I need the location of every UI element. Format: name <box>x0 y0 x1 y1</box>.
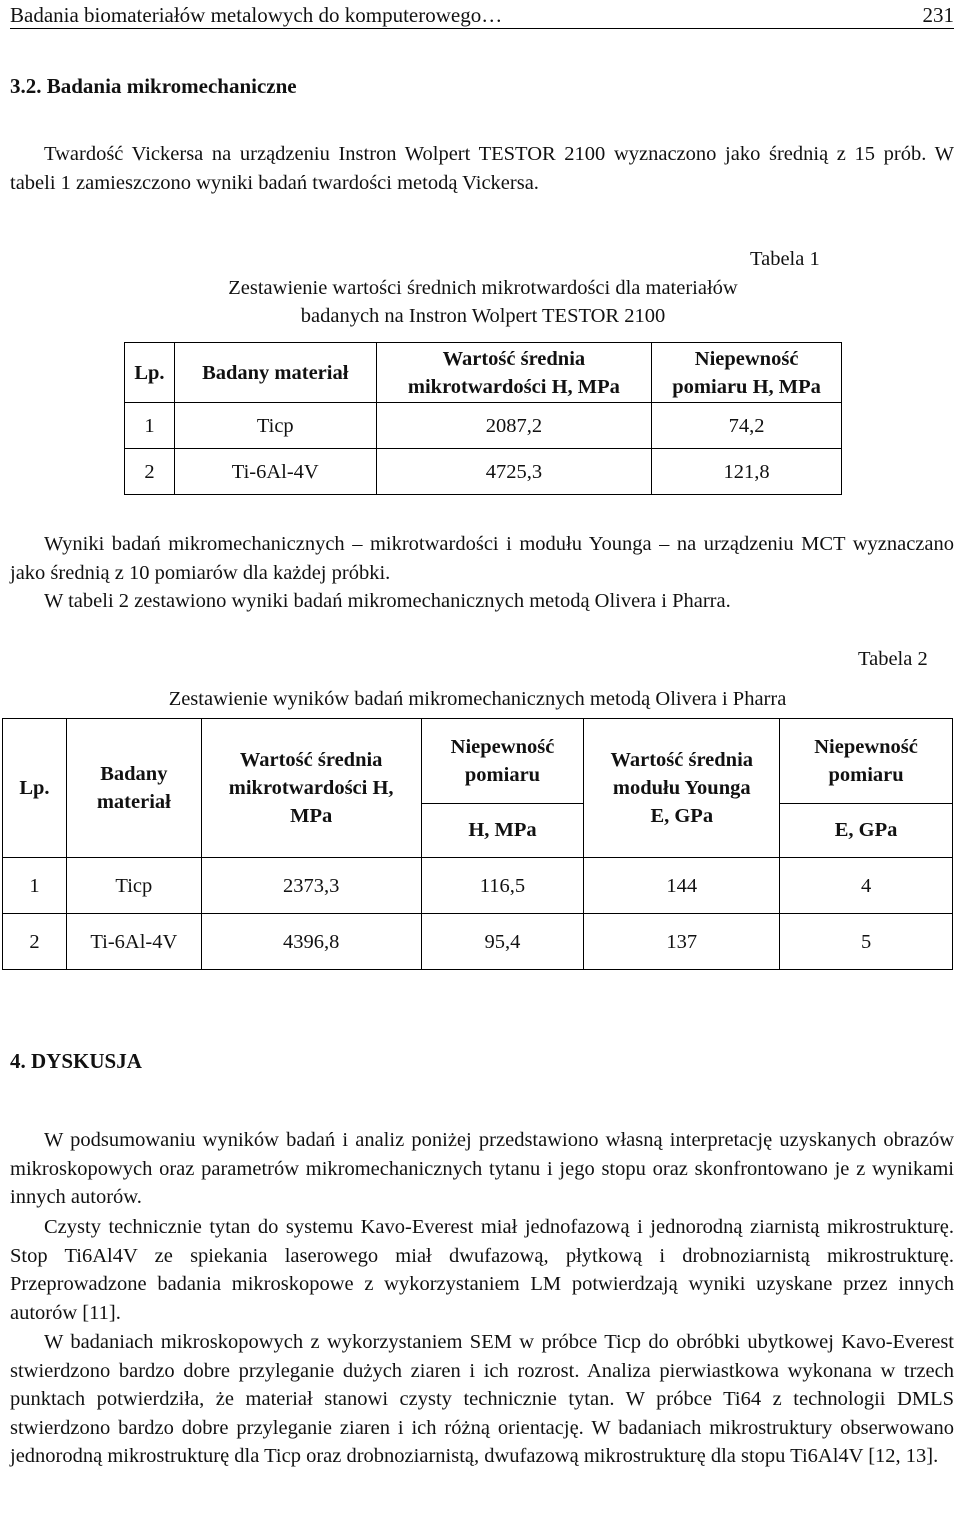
table2-cell-e-mean: 137 <box>584 914 780 970</box>
table2-header-material-line1: Badany <box>100 763 168 785</box>
table1-header-uncertainty <box>652 343 842 403</box>
table2-header-row <box>3 719 953 858</box>
table2-caption: Zestawienie wyników badań mikromechanicznych metodą Olivera i Pharra <box>168 688 787 710</box>
table2-header-e-mean-line1: Wartość średnia <box>610 749 754 771</box>
table2-header-h-unc-unit: H, MPa <box>468 819 537 841</box>
table1-cell-uncertainty: 121,8 <box>652 449 842 495</box>
table2-header-h-uncertainty <box>421 719 584 858</box>
table2-cell-material: Ticp <box>66 858 201 914</box>
table1-caption-line2: badanych na Instron Wolpert TESTOR 2100 <box>300 305 666 327</box>
table2-cell-material: Ti-6Al-4V <box>66 914 201 970</box>
table2-cell-lp: 1 <box>3 858 67 914</box>
table2-header-material-line2: materiał <box>96 791 171 813</box>
table2-header-lp: Lp. <box>3 719 67 858</box>
table2-header-h-mean <box>201 719 421 858</box>
table-row <box>3 858 953 914</box>
table2-header-e-unc-top <box>780 719 952 804</box>
paragraph-discussion-3: W badaniach mikroskopowych z wykorzystaniem SEM w próbce Ticp do obróbki ubytkowej Kavo-Everest stwierdzono bardzo dobre przyleganie dużych ziaren i ich rozrost. Analiza pierwiastkowa wykonana w trzech punktach potwierdziła, że materiał stanowi czysty technicznie tytan. W próbce Ti64 z technologii DMLS stwierdzono bardzo dobre przyleganie ziaren i ich różną orientację. W badaniach mikrostruktury obserwowano jednorodną mikrostrukturę dla Ticp oraz drobnoziarnistą, dwufazową mikrostrukturę dla stopu Ti6Al4V [12, 13]. <box>10 1331 954 1467</box>
table1-cell-material: Ticp <box>174 403 376 449</box>
page-number: 231 <box>922 3 954 27</box>
table1-header-mean-line2: mikrotwardości H, MPa <box>407 375 620 398</box>
paragraph-discussion-2: Czysty technicznie tytan do systemu Kavo-Everest miał jednofazową i jednorodną ziarnistą mikrostrukturę. Stop Ti6Al4V ze spiekania laserowego miał dwufazową, płytkową i drobnoziarnistą mikrostrukturę. Przeprowadzone badania mikroskopowe z wykorzystaniem LM potwierdzają wyniki uzyskane przez innych autorów [11]. <box>10 1216 954 1324</box>
table1-header-material: Badany materiał <box>174 343 376 403</box>
paragraph-mct-results: Wyniki badań mikromechanicznych ‒ mikrotwardości i modułu Younga ‒ na urządzeniu MCT wyznaczano jako średnią z 10 pomiarów dla każdej próbki. <box>10 533 954 584</box>
table1-label: Tabela 1 <box>750 248 820 270</box>
table2-cell-h-uncertainty: 116,5 <box>421 858 584 914</box>
table1 <box>124 342 842 495</box>
table-row <box>125 449 842 495</box>
paragraph-table2-intro: W tabeli 2 zestawiono wyniki badań mikromechanicznych metodą Olivera i Pharra. <box>44 590 731 612</box>
table2-header-h-mean-line1: Wartość średnia <box>239 749 383 771</box>
page-header <box>10 2 954 29</box>
table2-header-e-unc-line1: Niepewność <box>814 736 918 758</box>
table1-cell-mean: 2087,2 <box>376 403 652 449</box>
table2-cell-h-mean: 2373,3 <box>201 858 421 914</box>
table2-cell-e-mean: 144 <box>584 858 780 914</box>
running-title: Badania biomateriałów metalowych do komputerowego… <box>10 3 503 27</box>
table1-caption <box>124 274 842 330</box>
table2-cell-h-uncertainty: 95,4 <box>421 914 584 970</box>
table1-cell-lp: 1 <box>125 403 175 449</box>
table2-cell-h-mean: 4396,8 <box>201 914 421 970</box>
paragraph-discussion-1: W podsumowaniu wyników badań i analiz poniżej przedstawiono własną interpretację uzyskanych obrazów mikroskopowych oraz parametrów mikromechanicznych tytanu i jego stopu oraz skonfrontowano je z wynikami innych autorów. <box>10 1129 954 1208</box>
table-row <box>125 403 842 449</box>
table1-header-mean-line1: Wartość średnia <box>442 347 586 370</box>
table1-cell-mean: 4725,3 <box>376 449 652 495</box>
table1-cell-material: Ti-6Al-4V <box>174 449 376 495</box>
table1-cell-uncertainty: 74,2 <box>652 403 842 449</box>
table2-header-h-mean-line2: mikrotwardości H, <box>228 777 394 799</box>
table2-cell-e-uncertainty: 5 <box>780 914 953 970</box>
table2-label: Tabela 2 <box>858 648 928 670</box>
table1-caption-line1: Zestawienie wartości średnich mikrotwardości dla materiałów <box>228 277 738 299</box>
table2-header-e-unc-line2: pomiaru <box>828 764 904 786</box>
table2-header-e-mean-line3: E, GPa <box>650 805 714 827</box>
table2-header-e-uncertainty <box>780 719 953 858</box>
table2-header-h-unc-top <box>422 719 584 804</box>
section-heading-4: 4. DYSKUSJA <box>10 1049 142 1073</box>
table1-header-lp: Lp. <box>125 343 175 403</box>
table1-header-mean <box>376 343 652 403</box>
table2-header-h-unc-line1: Niepewność <box>450 736 555 758</box>
table-row <box>3 914 953 970</box>
section-heading-3-2: 3.2. Badania mikromechaniczne <box>10 74 297 98</box>
table2-header-h-mean-line3: MPa <box>290 805 333 827</box>
table2-header-e-mean-line2: modułu Younga <box>612 777 751 799</box>
table2-cell-lp: 2 <box>3 914 67 970</box>
table2-header-material <box>66 719 201 858</box>
table1-header-unc-line2: pomiaru H, MPa <box>672 375 821 398</box>
table2-cell-e-uncertainty: 4 <box>780 858 953 914</box>
table2-header-h-unc-line2: pomiaru <box>464 764 541 786</box>
table2 <box>2 718 953 970</box>
table1-header-row <box>125 343 842 403</box>
table1-cell-lp: 2 <box>125 449 175 495</box>
paragraph-vickers: Twardość Vickersa na urządzeniu Instron Wolpert TESTOR 2100 wyznaczono jako średnią z 15 prób. W tabeli 1 zamieszczono wyniki badań twardości metodą Vickersa. <box>10 143 954 194</box>
table2-header-e-unc-unit: E, GPa <box>834 819 898 841</box>
table1-header-unc-line1: Niepewność <box>694 347 799 370</box>
table2-header-e-mean <box>584 719 780 858</box>
